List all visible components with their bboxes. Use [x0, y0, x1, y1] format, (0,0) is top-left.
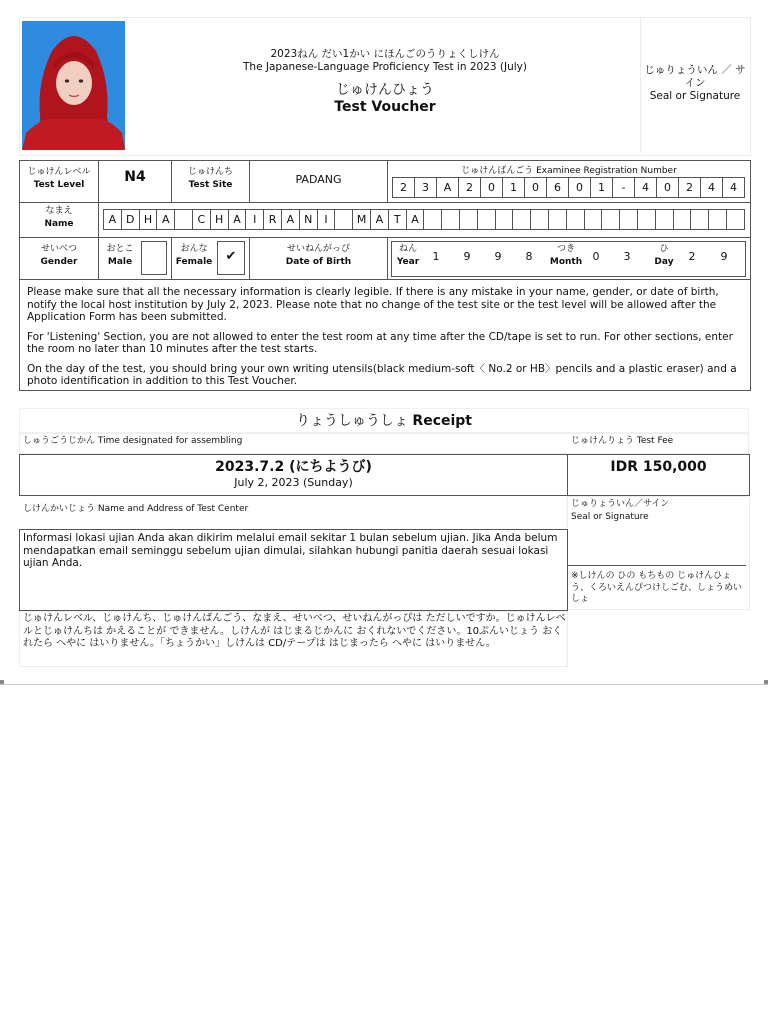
dob-label: せいねんがっぴ Date of Birth: [285, 244, 352, 267]
name-char: H: [210, 209, 229, 230]
name-char: [441, 209, 460, 230]
name-char: N: [299, 209, 318, 230]
page-corner: [764, 680, 768, 684]
year-digit: 9: [494, 250, 502, 263]
name-char: C: [192, 209, 211, 230]
name-char: R: [263, 209, 282, 230]
applicant-photo: [22, 21, 125, 150]
person-photo-icon: [22, 21, 125, 150]
assemble-date-box: [19, 454, 568, 496]
receipt-title: りょうしゅうしょ Receipt: [19, 408, 749, 433]
registration-char: 0: [524, 177, 547, 198]
name-char: [495, 209, 514, 230]
registration-char: 4: [722, 177, 745, 198]
month-digit: 3: [623, 250, 631, 263]
test-fee-box: [567, 454, 750, 496]
registration-char: 2: [678, 177, 701, 198]
voucher-titles: [130, 48, 640, 116]
jp-note: じゅけんレベル、じゅけんち、じゅけんばんごう、なまえ、せいべつ、せいねんがっぴは ただしいですか。じゅけんレベルとじゅけんちは かえることが できません。しけんが はじまるじかんに おくれないでください。10ぷんいじょう おくれたら へやに はいりません。「ちょうかい」しけんは CD/テープは はじまったら へやに はいりません。: [23, 613, 566, 649]
name-char: A: [156, 209, 175, 230]
name-char: [584, 209, 603, 230]
name-char: [530, 209, 549, 230]
name-char: [601, 209, 620, 230]
name-char: [548, 209, 567, 230]
voucher-title-jp: じゅけんひょう: [336, 82, 434, 98]
name-char: [566, 209, 585, 230]
note-3: On the day of the test, you should bring your own writing utensils(black medium-soft〈 No.2 or HB〉pencils and a plastic eraser) and a photo identification in addition to this Test Voucher.: [27, 362, 737, 387]
name-char: [174, 209, 193, 230]
test-center-info: Informasi lokasi ujian Anda akan dikirim melalui email sekitar 1 bulan sebelum ujian. Jika Anda belum mendapatkan email seminggu sebelum ujian dimulai, silahkan hubungi panitia daerah sesuai lokasi ujian Anda.: [23, 532, 558, 569]
exam-title-jp: 2023ねん だい1かい にほんごのうりょくしけん: [270, 48, 500, 60]
name-char: A: [370, 209, 389, 230]
test-fee-label: じゅけんりょう Test Fee: [571, 436, 674, 446]
test-site-value: PADANG: [295, 173, 342, 186]
test-level-label: じゅけんレベル Test Level: [27, 167, 91, 190]
name-char: H: [139, 209, 158, 230]
receipt-seal-jp: じゅりょういん／サイン: [571, 499, 670, 509]
test-level-value: N4: [124, 169, 146, 185]
exam-title-en: The Japanese-Language Proficiency Test in 2023 (July): [243, 61, 527, 73]
receipt-seal-en: Seal or Signature: [571, 512, 649, 522]
assemble-time-label: しゅうごうじかん Time designated for assembling: [23, 436, 243, 446]
test-site-label: じゅけんち Test Site: [187, 167, 233, 190]
month-label: つき Month: [549, 244, 583, 267]
name-char: [708, 209, 727, 230]
name-value: [103, 209, 746, 230]
registration-char: A: [436, 177, 459, 198]
name-char: A: [228, 209, 247, 230]
page-corner: [0, 680, 4, 684]
signature-line: [568, 565, 746, 566]
voucher-title-en: Test Voucher: [334, 99, 436, 115]
male-checkbox: [141, 241, 167, 275]
registration-char: 3: [414, 177, 437, 198]
note-1: Please make sure that all the necessary information is clearly legible. If there is any mistake in your name, gender, or date of birth, notify the local host institution by July 2, 2023. Please note that no change of the test site or the test level will be allowed after the Application Form has been submitted.: [27, 286, 719, 323]
registration-char: 1: [590, 177, 613, 198]
test-fee-value: IDR 150,000: [610, 459, 707, 475]
name-char: [655, 209, 674, 230]
assemble-date-jp: 2023.7.2 (にちようび): [215, 459, 372, 475]
name-char: [726, 209, 745, 230]
test-day-items: ※しけんの ひの もちもの じゅけんひょう、くろいえんぴつけしごむ、しょうめいしょ: [571, 571, 743, 604]
registration-char: 2: [458, 177, 481, 198]
registration-char: 2: [392, 177, 415, 198]
name-char: T: [388, 209, 407, 230]
voucher-notes: [27, 286, 741, 395]
female-checkbox: ✔: [217, 241, 245, 275]
month-digit: 0: [592, 250, 600, 263]
day-digit: 9: [720, 250, 728, 263]
name-label: なまえ Name: [44, 206, 74, 229]
name-char: [459, 209, 478, 230]
female-label: おんな Female: [175, 244, 213, 267]
registration-char: 4: [634, 177, 657, 198]
gender-label: せいべつ Gender: [40, 244, 78, 267]
name-char: D: [121, 209, 140, 230]
registration-char: 0: [656, 177, 679, 198]
registration-char: 6: [546, 177, 569, 198]
seal-label-jp: じゅりょういん ／ サイン: [644, 64, 746, 89]
registration-number: [392, 177, 745, 198]
registration-label: じゅけんばんごう Examinee Registration Number: [461, 166, 677, 176]
day-label: ひ Day: [654, 244, 674, 267]
name-char: [477, 209, 496, 230]
assemble-date-en: July 2, 2023 (Sunday): [234, 476, 353, 489]
name-char: A: [281, 209, 300, 230]
registration-char: 0: [480, 177, 503, 198]
seal-label-en: Seal or Signature: [649, 90, 741, 102]
name-char: [690, 209, 709, 230]
note-2: For 'Listening' Section, you are not allowed to enter the test room at any time after the CD/tape is set to run. For other sections, enter the room no later than 10 minutes after the test starts.: [27, 330, 733, 355]
name-char: I: [245, 209, 264, 230]
male-label: おとこ Male: [106, 244, 134, 267]
name-char: [512, 209, 531, 230]
name-char: A: [103, 209, 122, 230]
day-digit: 2: [688, 250, 696, 263]
name-char: [423, 209, 442, 230]
registration-char: 0: [568, 177, 591, 198]
name-char: [673, 209, 692, 230]
name-char: [637, 209, 656, 230]
test-center-label: しけんかいじょう Name and Address of Test Center: [23, 504, 249, 514]
name-char: I: [317, 209, 336, 230]
registration-char: 4: [700, 177, 723, 198]
seal-box: [640, 18, 749, 153]
registration-char: -: [612, 177, 635, 198]
name-char: A: [406, 209, 425, 230]
year-digit: 9: [463, 250, 471, 263]
name-char: [619, 209, 638, 230]
name-char: [334, 209, 353, 230]
year-digit: 8: [525, 250, 533, 263]
year-digit: 1: [432, 250, 440, 263]
name-char: M: [352, 209, 371, 230]
year-label: ねん Year: [396, 244, 420, 267]
registration-char: 1: [502, 177, 525, 198]
